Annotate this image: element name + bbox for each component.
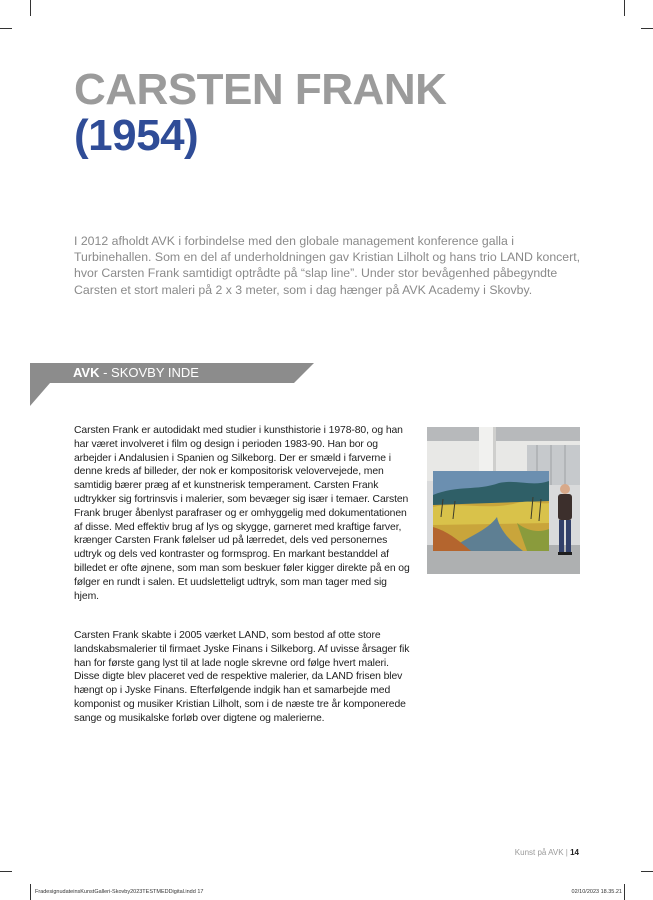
artist-name-heading: CARSTEN FRANK (74, 65, 447, 114)
section-heading-brand: AVK (73, 365, 100, 380)
crop-mark (0, 871, 12, 872)
print-slug-date: 02/10/2023 18.35.21 (571, 889, 622, 895)
intro-paragraph: I 2012 afholdt AVK i forbindelse med den globale management konference galla i Turbinehallen. Som en del af underholdningen gav Kristian Lilholt og hans trio LAND koncert, hvor Carsten Frank samtidigt optrådte på “slap line”. Under stor bevågenhed påbegyndte Carsten et stort maleri på 2 x 3 meter, som i dag hænger på AVK Academy i Skovby. (74, 234, 581, 297)
crop-mark (30, 884, 31, 900)
section-heading-text: - SKOVBY INDE (99, 365, 199, 380)
artist-year-heading: (1954) (74, 111, 199, 160)
page-number: 14 (570, 848, 579, 857)
crop-mark (641, 871, 653, 872)
crop-mark (0, 28, 12, 29)
body-paragraph: Carsten Frank skabte i 2005 værket LAND, som bestod af otte store landskabsmalerier til firmaet Jyske Finans i Silkeborg. Af uvisse årsager fik han for første gang lyst til at lade nogle skrevne ord følge hvert maleri. Disse digte blev placeret ved de respektive malerier, da LAND frisen blev hængt op i Jyske Finans. Efterfølgende indgik han et samarbejde med komponist og musiker Kristian Lilholt, som i de næste tre år komponerede sange og musikalske forløb over digtene og malerierne. (74, 630, 410, 724)
section-heading (73, 365, 199, 380)
crop-mark (624, 0, 625, 16)
footer-label: Kunst på AVK (514, 848, 564, 857)
crop-mark (624, 884, 625, 900)
print-slug-file: FradesignudateinsKunstGalleri-Skovby2023TESTMEDDigital.indd 17 (35, 889, 204, 895)
page-footer: Kunst på AVK | 14 (514, 848, 579, 857)
body-paragraph: Carsten Frank er autodidakt med studier i kunsthistorie i 1978-80, og han har været involveret i film og design i perioden 1983-90. Han bor og arbejder i Andalusien i Spanien og Silkeborg. Der er smæld i farverne i denne kreds af billeder, der nok er kompositorisk velovervejede, men samtidig bærer præg af et kunstnerisk temperament. Carsten Frank udtrykker sig fortrinsvis i malerier, som bevæger sig især i temaer. Carsten Frank bruger åbenlyst parafraser og er omhyggelig med dokumentationen af disse. Med effektiv brug af lys og skygge, garneret med kraftige farver, krænger Carsten Frank følelser ud på lærredet, dels ved personernes udtryk og dels ved kontraster og formsprog. En markant bestanddel af billedet er ofte øjnene, som man som beskuer føler kigger direkte på en og følger en rundt i salen. Et uudsletteligt udtryk, som man tager med sig hjem. (74, 425, 410, 602)
artwork-photo (427, 427, 580, 574)
crop-mark (641, 28, 653, 29)
crop-mark (30, 0, 31, 16)
